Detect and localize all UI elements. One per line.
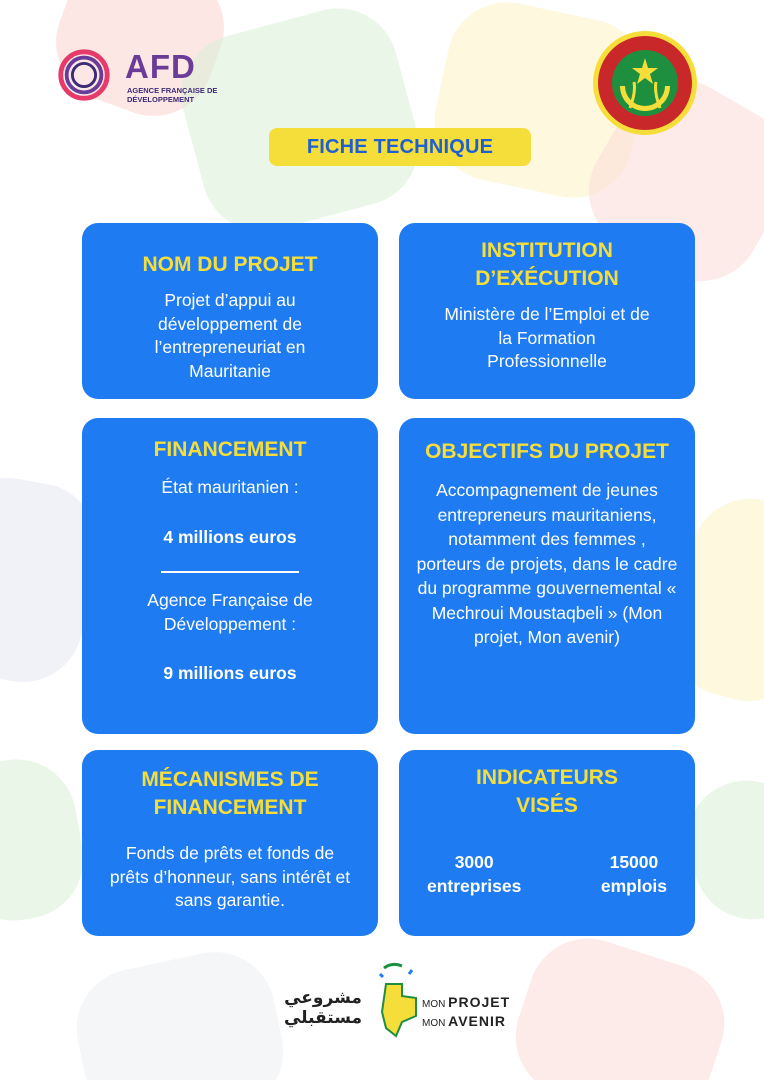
card-text: Ministère de l’Emploi et de la Formation Professionnelle bbox=[444, 304, 650, 371]
card-title-line1: INSTITUTION bbox=[481, 239, 613, 262]
divider bbox=[161, 571, 299, 573]
financing-source-afd: Agence Française de Développement : bbox=[147, 590, 313, 634]
card-title-line1: MÉCANISMES DE bbox=[141, 768, 319, 791]
indicator-value: 15000 bbox=[609, 852, 659, 872]
fr-line-1: MON PROJET bbox=[422, 994, 511, 1010]
afd-logo bbox=[55, 44, 225, 108]
indicator-row bbox=[427, 850, 667, 898]
financing-amount-state: 4 millions euros bbox=[163, 526, 297, 547]
card-title: NOM DU PROJET bbox=[142, 253, 318, 276]
card-mechanisms bbox=[82, 750, 378, 936]
card-text: Projet d’appui au développement de l’entrepreneuriat en Mauritanie bbox=[154, 290, 306, 381]
card-indicators bbox=[399, 750, 695, 936]
programme-logo-arabic bbox=[278, 988, 368, 1028]
indicator-jobs bbox=[601, 850, 667, 898]
afd-subtitle: AGENCE FRANÇAISE DE DÉVELOPPEMENT bbox=[127, 86, 218, 104]
afd-wordmark: AFD bbox=[125, 48, 196, 85]
arabic-line-2: مستقبلي bbox=[283, 1008, 363, 1028]
card-text: Accompagnement de jeunes entrepreneurs mauritaniens, notamment des femmes , porteurs de projets, dans le cadre du programme gouvernemental « Mechroui Moustaqbeli » (Mon projet, Mon avenir) bbox=[416, 480, 678, 647]
page-title: FICHE TECHNIQUE bbox=[269, 128, 531, 166]
indicator-enterprises bbox=[427, 850, 521, 898]
indicator-label: emplois bbox=[600, 876, 667, 896]
financing-source-state: État mauritanien : bbox=[161, 477, 299, 497]
bg-shape-grey-2 bbox=[66, 941, 295, 1080]
card-title-line1: INDICATEURS bbox=[476, 766, 618, 789]
afd-ring-icon bbox=[55, 46, 113, 104]
card-title-line2: FINANCEMENT bbox=[153, 796, 307, 819]
indicator-label: entreprises bbox=[427, 876, 522, 896]
financing-amount-afd: 9 millions euros bbox=[163, 663, 297, 683]
arabic-line-1: مشروعي bbox=[284, 988, 362, 1008]
card-title: OBJECTIFS DU PROJET bbox=[425, 440, 669, 463]
card-project-name bbox=[82, 223, 378, 399]
mauritania-seal-icon bbox=[590, 28, 700, 138]
fr-line-2: MON AVENIR bbox=[422, 1013, 506, 1029]
card-text: Fonds de prêts et fonds de prêts d’honneur, sans intérêt et sans garantie. bbox=[109, 843, 351, 910]
indicator-value: 3000 bbox=[454, 852, 494, 872]
programme-logo-french bbox=[422, 994, 532, 1032]
card-institution bbox=[399, 223, 695, 399]
card-financing bbox=[82, 418, 378, 734]
mauritania-map-icon bbox=[372, 962, 422, 1042]
card-objectives bbox=[399, 418, 695, 734]
card-title: FINANCEMENT bbox=[153, 438, 307, 461]
bg-shape-green-2 bbox=[0, 750, 93, 930]
card-title-line2: VISÉS bbox=[516, 794, 578, 817]
card-title-line2: D’EXÉCUTION bbox=[475, 267, 619, 290]
programme-logo bbox=[270, 962, 540, 1042]
